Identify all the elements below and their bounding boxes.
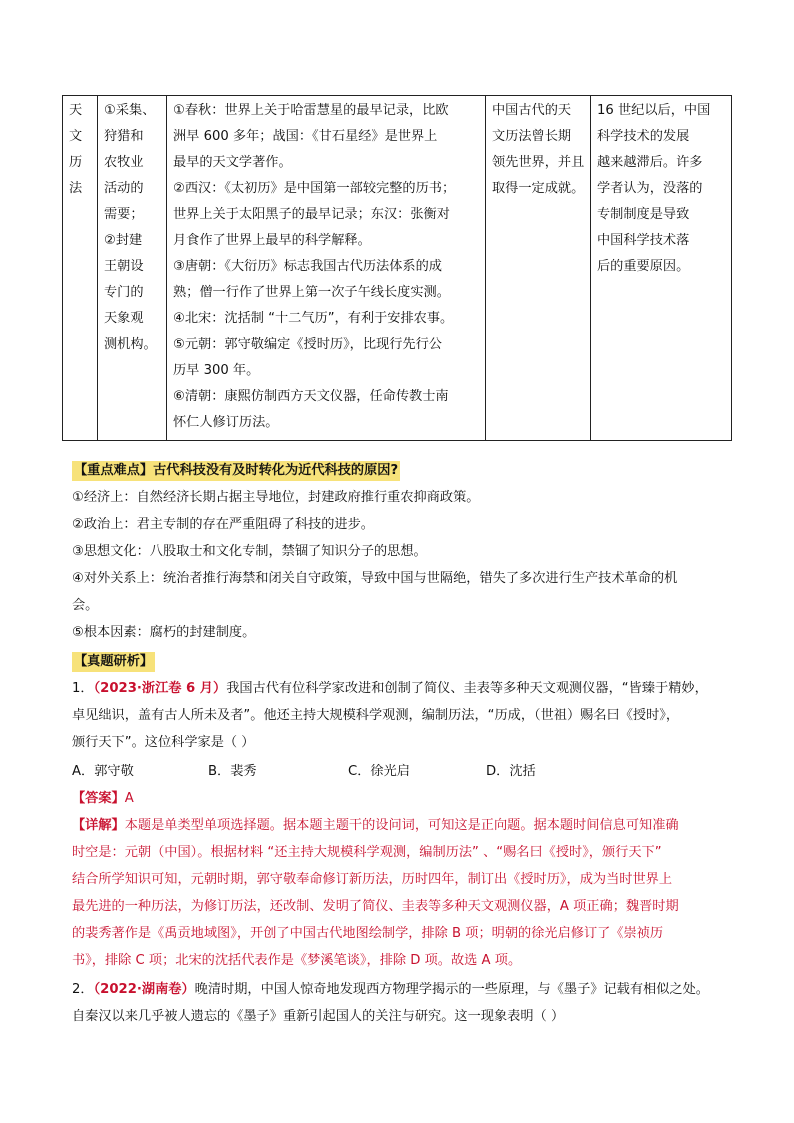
cell-line: 天象观 bbox=[104, 311, 144, 326]
cell-line: 天 bbox=[69, 103, 83, 118]
cell-line: 专门的 bbox=[104, 285, 144, 300]
cell-line: 专制制度是导致 bbox=[597, 207, 690, 222]
key-item: ③思想文化：八股取士和文化专制，禁锢了知识分子的思想。 bbox=[72, 544, 427, 559]
key-item: ⑤根本因素：腐朽的封建制度。 bbox=[72, 625, 256, 640]
cell-line: 熟；僧一行作了世界上第一次子午线长度实测。 bbox=[173, 285, 450, 300]
question-2-line: 自秦汉以来几乎被人遗忘的《墨子》重新引起国人的关注与研究。这一现象表明（ ） bbox=[72, 1009, 565, 1024]
cell-line: 领先世界，并且 bbox=[492, 155, 585, 170]
detail-line: 最先进的一种历法，为修订历法，还改制、发明了简仪、圭表等多种天文观测仪器，A 项正确；魏晋时期 bbox=[72, 899, 679, 914]
astronomy-calendar-table bbox=[62, 95, 732, 441]
option-b: B．裴秀 bbox=[208, 764, 257, 779]
answer-line bbox=[72, 789, 134, 809]
cell-line: 越来越滞后。许多 bbox=[597, 155, 703, 170]
answer-value: A bbox=[124, 791, 134, 806]
cell-line: 狩猎和 bbox=[104, 129, 144, 144]
question-1-line bbox=[72, 679, 708, 699]
cell-line: 科学技术的发展 bbox=[597, 129, 690, 144]
cell-line: ⑤元朝：郭守敬编定《授时历》，比现行先行公 bbox=[173, 337, 442, 352]
question-1-options bbox=[72, 762, 536, 782]
cell-line: ①采集、 bbox=[104, 103, 156, 118]
cell-line: ②封建 bbox=[104, 233, 143, 248]
cell-line: 中国科学技术落 bbox=[597, 233, 690, 248]
cell-line: 王朝设 bbox=[104, 259, 144, 274]
question-source: （2023·浙江卷 6 月） bbox=[93, 681, 227, 696]
question-text: 我国古代有位科学家改进和创制了简仪、圭表等多种天文观测仪器，“皆臻于精妙， bbox=[226, 681, 708, 696]
topic-cell bbox=[63, 96, 98, 441]
detail-line: 书》，排除 C 项；北宋的沈括代表作是《梦溪笔谈》，排除 D 项。故选 A 项。 bbox=[72, 953, 522, 968]
detail-label: 【详解】 bbox=[72, 818, 125, 833]
cell-line: ③唐朝：《大衍历》标志我国古代历法体系的成 bbox=[173, 259, 442, 274]
cell-line: ②西汉：《太初历》是中国第一部较完整的历书； bbox=[173, 181, 456, 196]
key-item: 会。 bbox=[72, 598, 99, 613]
answer-label: 【答案】 bbox=[72, 791, 125, 806]
reason-cell bbox=[98, 96, 167, 441]
cell-line: 最早的天文学著作。 bbox=[173, 155, 292, 170]
status-cell bbox=[486, 96, 591, 441]
cell-line: 文 bbox=[69, 129, 83, 144]
table-row bbox=[63, 96, 732, 441]
question-text: 晚清时期，中国人惊奇地发现西方物理学揭示的一些原理，与《墨子》记载有相似之处。 bbox=[194, 982, 709, 997]
detail-line: 时空是：元朝（中国）。根据材料 “还主持大规模科学观测，编制历法” 、“赐名曰《授时》，颁行天下” bbox=[72, 845, 662, 860]
detail-line bbox=[72, 816, 679, 836]
exam-heading: 【真题研析】 bbox=[72, 652, 155, 672]
option-d: D．沈括 bbox=[486, 764, 536, 779]
later-development-cell bbox=[591, 96, 732, 441]
cell-line: 法 bbox=[69, 181, 83, 196]
cell-line: 洲早 600 多年；战国：《甘石星经》是世界上 bbox=[173, 129, 438, 144]
cell-line: 历早 300 年。 bbox=[173, 363, 260, 378]
cell-line: 后的重要原因。 bbox=[597, 259, 690, 274]
key-difficulty-heading: 【重点难点】古代科技没有及时转化为近代科技的原因? bbox=[72, 461, 400, 481]
question-source: （2022·湖南卷） bbox=[93, 982, 195, 997]
question-number: 1． bbox=[72, 681, 94, 696]
cell-line: ①春秋：世界上关于哈雷慧星的最早记录，比欧 bbox=[173, 103, 449, 118]
detail-line: 的裴秀著作是《禹贡地域图》，开创了中国古代地图绘制学，排除 B 项；明朝的徐光启修订了《崇祯历 bbox=[72, 926, 664, 941]
question-1-line: 颁行天下”。这位科学家是（ ） bbox=[72, 735, 255, 750]
cell-line: 月食作了世界上最早的科学解释。 bbox=[173, 233, 371, 248]
cell-line: 测机构。 bbox=[104, 337, 157, 352]
question-number: 2． bbox=[72, 982, 94, 997]
detail-text: 本题是单类型单项选择题。据本题主题干的设问词，可知这是正向题。据本题时间信息可知准确 bbox=[124, 818, 679, 833]
cell-line: 文历法曾长期 bbox=[492, 129, 572, 144]
cell-line: 怀仁人修订历法。 bbox=[173, 415, 279, 430]
option-a: A．郭守敬 bbox=[72, 764, 134, 779]
cell-line: 学者认为，没落的 bbox=[597, 181, 703, 196]
cell-line: 16 世纪以后，中国 bbox=[597, 103, 711, 118]
cell-line: 农牧业 bbox=[104, 155, 144, 170]
cell-line: ⑥清朝：康熙仿制西方天文仪器，任命传教士南 bbox=[173, 389, 449, 404]
question-1-line: 卓见绌识，盖有古人所未及者”。他还主持大规模科学观测，编制历法，“历成，（世祖）赐名曰《授时》， bbox=[72, 708, 680, 723]
detail-line: 结合所学知识可知，元朝时期，郭守敬奉命修订新历法，历时四年，制订出《授时历》，成为当时世界上 bbox=[72, 872, 673, 887]
key-item: ②政治上：君主专制的存在严重阻碍了科技的进步。 bbox=[72, 517, 374, 532]
key-item: ①经济上：自然经济长期占据主导地位，封建政府推行重农抑商政策。 bbox=[72, 490, 480, 505]
cell-line: ④北宋：沈括制 “十二气历”，有利于安排农事。 bbox=[173, 311, 454, 326]
cell-line: 需要； bbox=[104, 207, 144, 222]
cell-line: 活动的 bbox=[104, 181, 144, 196]
cell-line: 中国古代的天 bbox=[492, 103, 572, 118]
cell-line: 取得一定成就。 bbox=[492, 181, 585, 196]
key-item: ④对外关系上：统治者推行海禁和闭关自守政策，导致中国与世隔绝，错失了多次进行生产技术革命的机 bbox=[72, 571, 678, 586]
question-2-line bbox=[72, 980, 709, 1000]
option-c: C．徐光启 bbox=[348, 764, 410, 779]
cell-line: 历 bbox=[69, 155, 83, 170]
cell-line: 世界上关于太阳黑子的最早记录；东汉：张衡对 bbox=[173, 207, 450, 222]
achievement-cell bbox=[167, 96, 486, 441]
